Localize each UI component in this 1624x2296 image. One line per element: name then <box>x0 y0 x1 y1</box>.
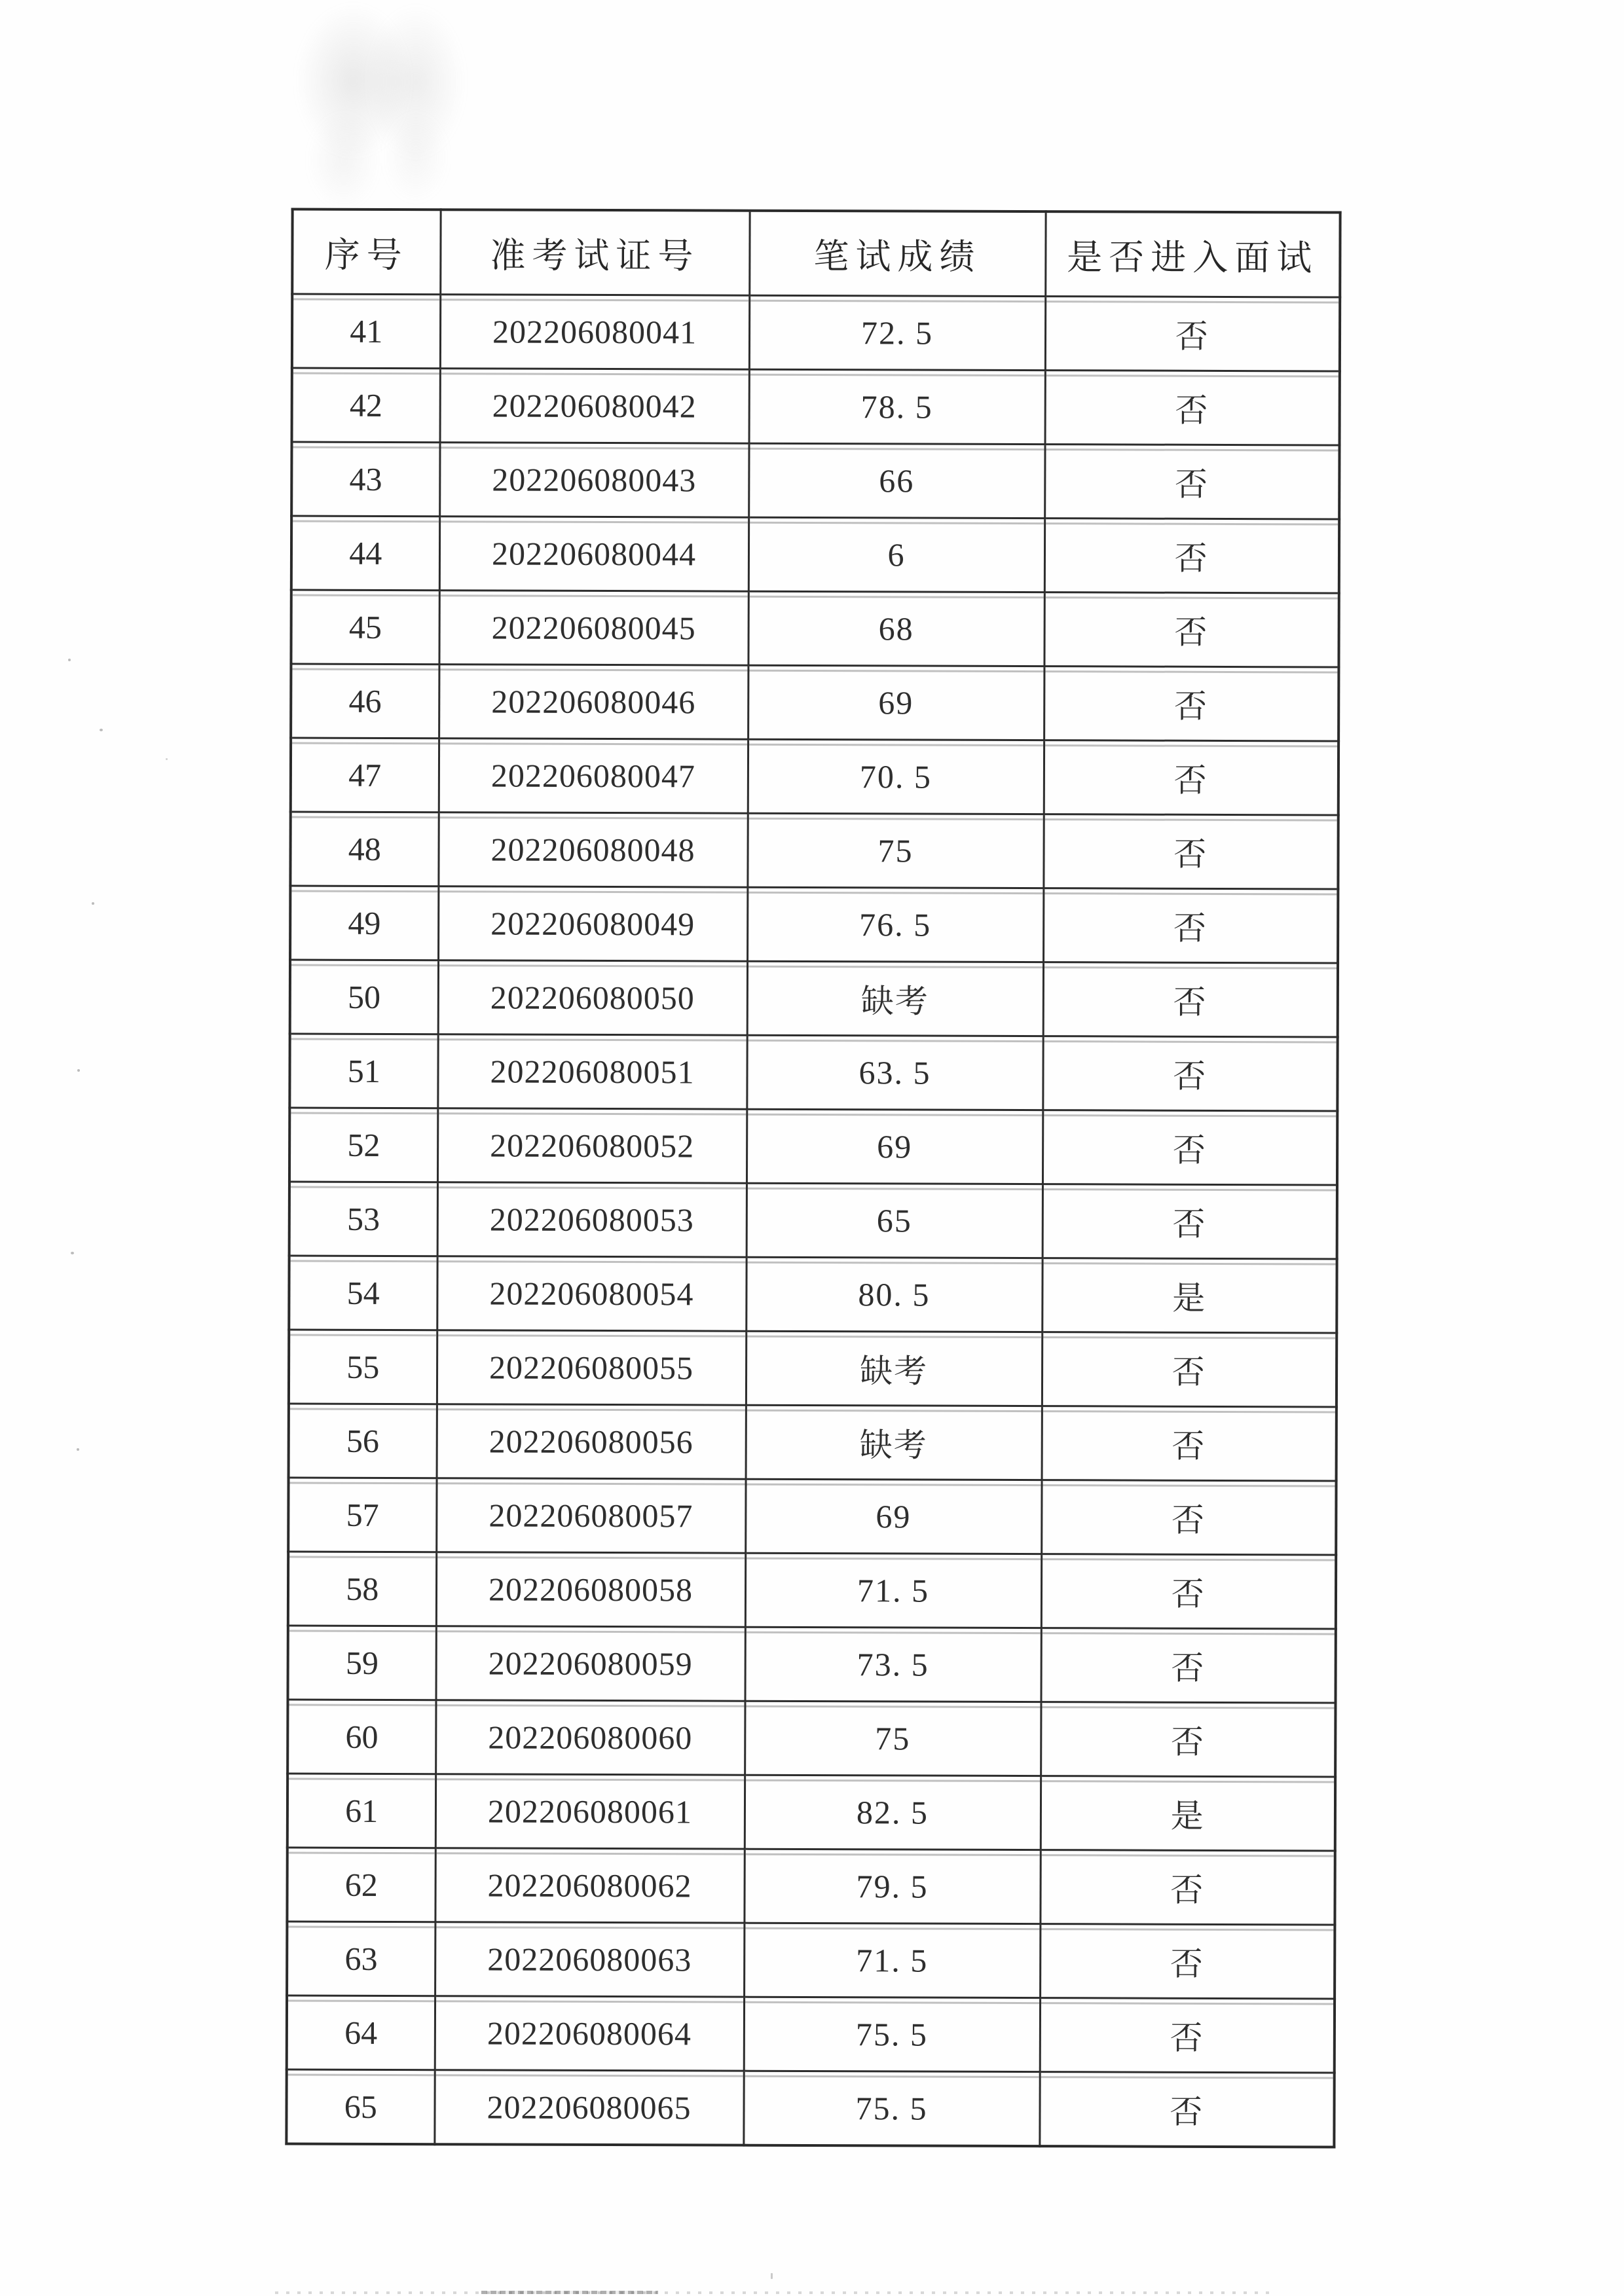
scan-smudge <box>308 111 380 210</box>
cell-no: 44 <box>291 516 439 591</box>
col-header-ticket: 准考试证号 <box>440 210 749 295</box>
cell-no: 53 <box>289 1182 437 1256</box>
cell-no: 56 <box>289 1404 437 1478</box>
cell-score: 66 <box>748 443 1044 518</box>
cell-ticket: 202206080046 <box>439 665 748 739</box>
table-row <box>287 1700 1335 1777</box>
cell-score: 71. 5 <box>744 1923 1040 1997</box>
scan-speckle <box>68 659 71 661</box>
cell-score: 75 <box>745 1701 1041 1776</box>
score-table-wrapper <box>285 208 1338 2148</box>
cell-ticket: 202206080062 <box>435 1848 744 1923</box>
table-header-row <box>292 210 1340 298</box>
table-row <box>287 1848 1335 1925</box>
cell-ticket: 202206080043 <box>439 443 748 517</box>
cell-no: 65 <box>286 2069 434 2144</box>
cell-score: 82. 5 <box>745 1775 1041 1850</box>
scan-speckle <box>100 729 103 731</box>
cell-ticket: 202206080064 <box>435 1996 744 2071</box>
table-row <box>290 886 1338 963</box>
cell-ticket: 202206080056 <box>437 1404 746 1479</box>
table-row <box>286 2069 1334 2147</box>
scan-speckle <box>77 1069 80 1072</box>
cell-no: 46 <box>291 664 439 738</box>
score-table-body <box>286 294 1340 2147</box>
cell-interview: 否 <box>1043 1036 1337 1111</box>
cell-no: 51 <box>289 1034 437 1108</box>
cell-score: 缺考 <box>747 961 1043 1036</box>
cell-score: 6 <box>748 517 1044 592</box>
cell-no: 42 <box>292 368 440 443</box>
cell-score: 78. 5 <box>749 369 1045 444</box>
cell-no: 52 <box>289 1108 437 1182</box>
cell-no: 41 <box>292 294 440 369</box>
col-header-score: 笔试成绩 <box>749 211 1045 297</box>
table-row <box>289 1182 1337 1259</box>
cell-interview: 否 <box>1040 1850 1335 1925</box>
table-row <box>288 1478 1336 1555</box>
cell-no: 58 <box>288 1552 436 1626</box>
cell-score: 缺考 <box>746 1331 1042 1406</box>
cell-no: 62 <box>287 1848 435 1922</box>
cell-no: 61 <box>287 1774 435 1848</box>
cell-ticket: 202206080042 <box>440 369 749 443</box>
cell-score: 69 <box>745 1479 1041 1554</box>
scan-speckle <box>77 1448 79 1451</box>
scan-speckle <box>92 902 94 905</box>
cell-score: 72. 5 <box>749 295 1045 370</box>
cell-ticket: 202206080052 <box>437 1108 747 1183</box>
cell-ticket: 202206080053 <box>437 1182 747 1257</box>
cell-interview: 否 <box>1041 1480 1336 1555</box>
cell-interview: 否 <box>1045 371 1340 445</box>
cell-score: 65 <box>747 1183 1043 1258</box>
table-row <box>292 368 1340 445</box>
cell-no: 47 <box>291 738 439 812</box>
cell-interview: 否 <box>1044 519 1339 593</box>
cell-ticket: 202206080041 <box>440 295 749 369</box>
table-row <box>290 960 1338 1037</box>
table-row <box>288 1552 1336 1629</box>
table-row <box>291 738 1338 815</box>
cell-ticket: 202206080063 <box>435 1922 744 1997</box>
scan-speckle <box>166 758 168 760</box>
cell-score: 75 <box>747 813 1043 888</box>
cell-no: 43 <box>291 442 439 517</box>
table-row <box>289 1330 1337 1407</box>
col-header-interview: 是否进入面试 <box>1045 211 1340 297</box>
cell-score: 76. 5 <box>747 887 1043 962</box>
table-row <box>291 442 1339 519</box>
cell-ticket: 202206080048 <box>438 812 747 887</box>
cell-no: 57 <box>288 1478 436 1552</box>
scan-smudge <box>367 5 465 159</box>
cell-score: 71. 5 <box>745 1553 1041 1628</box>
cell-score: 68 <box>748 591 1044 666</box>
table-row <box>289 1404 1337 1481</box>
cell-ticket: 202206080057 <box>436 1478 745 1553</box>
cell-no: 59 <box>287 1626 435 1700</box>
cell-interview: 否 <box>1040 1924 1335 1999</box>
table-row <box>287 1995 1335 2073</box>
scan-smudge <box>383 111 449 203</box>
table-row <box>292 294 1340 371</box>
table-row <box>291 516 1339 593</box>
cell-ticket: 202206080060 <box>435 1700 745 1775</box>
cell-score: 80. 5 <box>746 1257 1042 1332</box>
cell-interview: 否 <box>1043 1110 1337 1185</box>
cell-interview: 否 <box>1044 740 1338 815</box>
table-row <box>291 664 1338 741</box>
cell-interview: 是 <box>1042 1258 1337 1333</box>
col-header-serial: 序号 <box>292 210 440 295</box>
table-row <box>287 1922 1335 1999</box>
cell-score: 缺考 <box>746 1405 1042 1480</box>
table-row <box>289 1034 1337 1111</box>
score-table <box>285 208 1341 2148</box>
cell-interview: 否 <box>1043 1184 1337 1259</box>
cell-ticket: 202206080045 <box>439 591 748 665</box>
table-row <box>287 1774 1335 1851</box>
scan-smudge <box>296 4 411 158</box>
cell-no: 48 <box>290 812 438 886</box>
cell-ticket: 202206080059 <box>435 1626 745 1701</box>
cell-interview: 否 <box>1041 1554 1336 1629</box>
cell-ticket: 202206080051 <box>437 1034 747 1109</box>
cell-score: 69 <box>747 1109 1043 1184</box>
cell-ticket: 202206080055 <box>437 1330 746 1405</box>
scan-speckle <box>771 2273 773 2279</box>
cell-interview: 否 <box>1041 1628 1335 1703</box>
cell-interview: 否 <box>1043 962 1338 1037</box>
cell-interview: 否 <box>1040 1998 1335 2073</box>
cell-ticket: 202206080061 <box>435 1774 745 1849</box>
table-row <box>291 590 1338 667</box>
cell-interview: 否 <box>1044 592 1338 667</box>
cell-interview: 否 <box>1044 666 1338 741</box>
cell-interview: 否 <box>1044 445 1339 519</box>
cell-interview: 否 <box>1039 2072 1334 2147</box>
cell-interview: 否 <box>1043 814 1338 889</box>
cell-score: 75. 5 <box>743 2071 1039 2146</box>
cell-interview: 否 <box>1042 1406 1337 1481</box>
cell-ticket: 202206080049 <box>438 886 747 961</box>
scan-noise-line-dense <box>481 2291 658 2294</box>
table-row <box>289 1108 1337 1185</box>
cell-no: 63 <box>287 1922 435 1996</box>
cell-no: 54 <box>289 1256 437 1330</box>
cell-interview: 是 <box>1041 1776 1335 1851</box>
cell-no: 45 <box>291 590 439 665</box>
cell-interview: 否 <box>1042 1332 1337 1407</box>
cell-ticket: 202206080054 <box>437 1256 746 1331</box>
cell-score: 73. 5 <box>745 1627 1041 1702</box>
table-row <box>289 1256 1337 1333</box>
cell-score: 63. 5 <box>747 1035 1043 1110</box>
cell-no: 64 <box>287 1995 435 2070</box>
cell-no: 60 <box>287 1700 435 1774</box>
cell-ticket: 202206080044 <box>439 517 748 591</box>
cell-interview: 否 <box>1041 1702 1335 1777</box>
cell-ticket: 202206080065 <box>434 2070 743 2145</box>
cell-score: 75. 5 <box>744 1997 1040 2071</box>
scan-noise-line <box>275 2291 1277 2294</box>
cell-score: 79. 5 <box>744 1849 1040 1923</box>
cell-score: 70. 5 <box>748 739 1044 814</box>
cell-interview: 否 <box>1043 888 1338 963</box>
cell-no: 49 <box>290 886 438 960</box>
cell-no: 50 <box>290 960 438 1034</box>
cell-ticket: 202206080047 <box>439 738 748 813</box>
cell-ticket: 202206080050 <box>438 960 747 1035</box>
table-row <box>290 812 1338 889</box>
cell-interview: 否 <box>1045 297 1340 371</box>
cell-score: 69 <box>748 665 1044 740</box>
scan-speckle <box>71 1252 74 1254</box>
table-row <box>287 1626 1335 1703</box>
cell-ticket: 202206080058 <box>436 1552 745 1627</box>
cell-no: 55 <box>289 1330 437 1404</box>
